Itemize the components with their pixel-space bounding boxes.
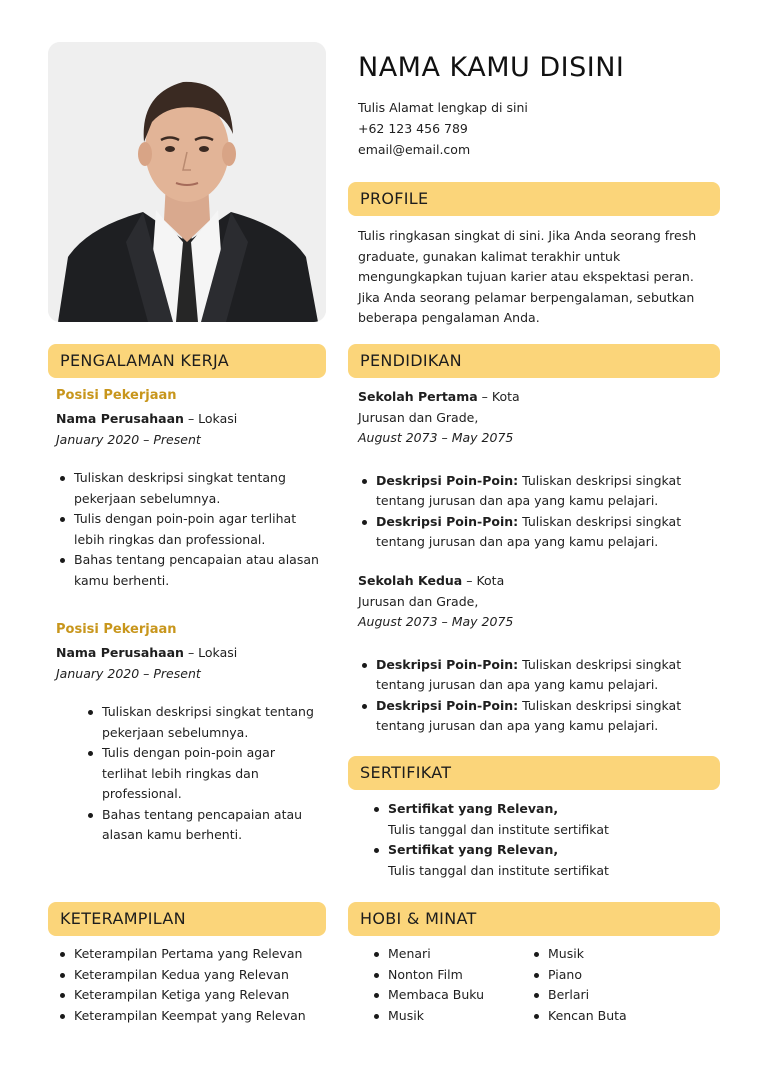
list-item: Kencan Buta xyxy=(548,1006,708,1027)
bullet-line: tentang jurusan dan apa yang kamu pelajari. xyxy=(376,534,659,549)
list-item xyxy=(102,805,326,846)
person-portrait-image xyxy=(48,42,326,322)
list-item xyxy=(74,550,326,591)
profile-heading: PROFILE xyxy=(348,182,720,216)
bullet-line: Bahas tentang pencapaian atau xyxy=(102,806,303,822)
list-item xyxy=(388,840,718,881)
bullet-bold: Deskripsi Poin-Poin: xyxy=(376,472,519,488)
bullet-text: Tuliskan deskripsi singkat xyxy=(518,513,682,529)
list-item: Musik xyxy=(548,944,708,965)
job-period: January 2020 – Present xyxy=(56,665,201,681)
profile-line: Tulis ringkasan singkat di sini. Jika Anda seorang fresh xyxy=(358,228,697,243)
job-title: Posisi Pekerjaan xyxy=(56,622,177,637)
bullet-line: Bahas tentang pencapaian atau alasan xyxy=(74,552,319,567)
job-entry xyxy=(56,622,326,846)
hobbies-list-left xyxy=(388,944,528,1026)
list-item xyxy=(102,702,326,743)
list-item xyxy=(388,799,718,840)
candidate-name: NAMA KAMU DISINI xyxy=(358,52,625,83)
bullet-line: tentang jurusan dan apa yang kamu pelajari. xyxy=(376,718,659,733)
school-major: Jurusan dan Grade, xyxy=(358,409,479,425)
certificate-desc: Tulis tanggal dan institute sertifikat xyxy=(388,821,609,837)
list-item xyxy=(376,655,718,696)
bullet-line: Tuliskan deskripsi singkat tentang xyxy=(102,704,314,719)
bullet-line: lebih ringkas dan professional. xyxy=(74,531,266,547)
job-entry xyxy=(56,388,326,591)
school-major: Jurusan dan Grade, xyxy=(358,593,479,609)
bullet-line: terlihat lebih ringkas dan xyxy=(102,765,259,781)
bullet-line: professional. xyxy=(102,786,182,801)
bullet-line: kamu berhenti. xyxy=(74,572,170,588)
list-item: Nonton Film xyxy=(388,965,528,986)
bullet-line: pekerjaan sebelumnya. xyxy=(102,724,249,740)
school-period: August 2073 – May 2075 xyxy=(358,614,514,629)
list-item: Keterampilan Ketiga yang Relevan xyxy=(74,985,326,1006)
bullet-text: Tuliskan deskripsi singkat xyxy=(518,697,682,713)
job-period: January 2020 – Present xyxy=(56,431,201,447)
certificates-heading: SERTIFIKAT xyxy=(348,756,720,790)
profile-line: mengungkapkan tujuan karier atau ekspektasi peran. xyxy=(358,269,694,284)
certificate-desc: Tulis tanggal dan institute sertifikat xyxy=(388,862,609,878)
experience-heading: PENGALAMAN KERJA xyxy=(48,344,326,378)
bullet-text: Tuliskan deskripsi singkat xyxy=(518,472,682,488)
school-city: – Kota xyxy=(477,389,520,404)
list-item xyxy=(376,471,718,512)
job-company-line xyxy=(56,643,326,664)
certificate-title: Sertifikat yang Relevan, xyxy=(388,842,559,857)
school-city: – Kota xyxy=(462,573,505,588)
list-item xyxy=(376,512,718,553)
bullet-bold: Deskripsi Poin-Poin: xyxy=(376,697,519,713)
school-bullets xyxy=(358,471,718,553)
email-text[interactable]: email@email.com xyxy=(358,142,471,157)
profile-photo xyxy=(48,42,326,322)
school-name: Sekolah Pertama xyxy=(358,389,478,404)
bullet-line: pekerjaan sebelumnya. xyxy=(74,490,221,506)
school-line xyxy=(358,387,718,408)
certificate-title: Sertifikat yang Relevan, xyxy=(388,801,559,816)
profile-line: beberapa pengalaman Anda. xyxy=(358,310,540,325)
company-name: Nama Perusahaan xyxy=(56,411,184,426)
profile-line: Jika Anda seorang pelamar berpengalaman, sebutkan xyxy=(358,289,695,305)
school-name: Sekolah Kedua xyxy=(358,573,463,588)
list-item: Keterampilan Pertama yang Relevan xyxy=(74,944,326,965)
school-line xyxy=(358,571,718,592)
phone-text: +62 123 456 789 xyxy=(358,121,468,136)
list-item: Menari xyxy=(388,944,528,965)
list-item xyxy=(102,743,326,805)
bullet-line: tentang jurusan dan apa yang kamu pelajari. xyxy=(376,677,659,692)
address-text: Tulis Alamat lengkap di sini xyxy=(358,100,528,115)
list-item: Musik xyxy=(388,1006,528,1027)
list-item xyxy=(376,696,718,737)
bullet-bold: Deskripsi Poin-Poin: xyxy=(376,656,519,672)
skills-heading: KETERAMPILAN xyxy=(48,902,326,936)
bullet-line: Tulis dengan poin-poin agar terlihat xyxy=(74,511,297,526)
list-item xyxy=(74,468,326,509)
list-item: Keterampilan Kedua yang Relevan xyxy=(74,965,326,986)
list-item: Membaca Buku xyxy=(388,985,528,1006)
hobbies-list-right xyxy=(548,944,708,1026)
hobbies-heading: HOBI & MINAT xyxy=(348,902,720,936)
list-item: Keterampilan Keempat yang Relevan xyxy=(74,1006,326,1027)
bullet-line: Tuliskan deskripsi singkat tentang xyxy=(74,470,286,485)
job-bullets xyxy=(56,468,326,591)
certificate-list xyxy=(388,799,718,881)
job-location: – Lokasi xyxy=(183,645,238,660)
bullet-line: alasan kamu berhenti. xyxy=(102,827,243,842)
job-title: Posisi Pekerjaan xyxy=(56,388,177,403)
job-location: – Lokasi xyxy=(183,411,238,426)
profile-summary xyxy=(358,226,718,329)
bullet-text: Tuliskan deskripsi singkat xyxy=(518,656,682,672)
school-period: August 2073 – May 2075 xyxy=(358,430,514,445)
school-entry xyxy=(358,571,718,737)
job-company-line xyxy=(56,409,326,430)
school-entry xyxy=(358,387,718,553)
school-bullets xyxy=(358,655,718,737)
bullet-bold: Deskripsi Poin-Poin: xyxy=(376,513,519,529)
profile-line: graduate, gunakan kalimat terakhir untuk xyxy=(358,248,621,264)
list-item: Piano xyxy=(548,965,708,986)
list-item: Berlari xyxy=(548,985,708,1006)
list-item xyxy=(74,509,326,550)
job-bullets xyxy=(56,702,326,846)
bullet-line: tentang jurusan dan apa yang kamu pelajari. xyxy=(376,493,659,508)
bullet-line: Tulis dengan poin-poin agar xyxy=(102,745,275,760)
skills-list xyxy=(74,944,326,1026)
education-heading: PENDIDIKAN xyxy=(348,344,720,378)
company-name: Nama Perusahaan xyxy=(56,645,184,660)
